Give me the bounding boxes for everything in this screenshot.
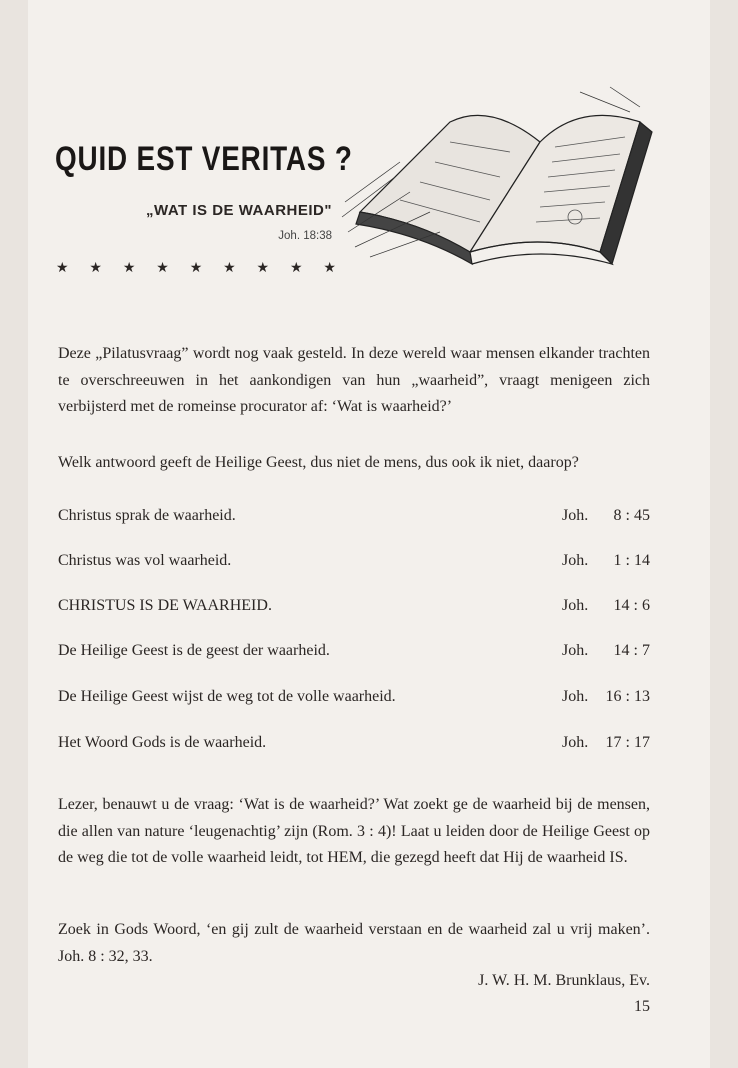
verse-text: Christus was vol waarheid. xyxy=(58,552,232,569)
closing-paragraph: Zoek in Gods Woord, ‘en gij zult de waarheid verstaan en de waarheid zal u vrij maken’. Joh. 8 : 32, 33. xyxy=(58,921,650,965)
star-icon: ★ xyxy=(122,261,136,276)
verse-row xyxy=(58,597,650,615)
star-icon: ★ xyxy=(89,261,102,276)
verse-book: Joh. xyxy=(562,734,589,751)
reader-paragraph: Lezer, benauwt u de vraag: ‘Wat is de waarheid?’ Wat zoekt ge de waarheid bij de mensen, die allen van nature ‘leugenachtig’ zijn (Rom. 3 : 4)! Laat u leiden door de Heilige Geest op de weg die tot de volle waarheid leidt, tot HEM, die gezegd heeft dat Hij de waarheid IS. xyxy=(58,796,650,866)
verse-text: Het Woord Gods is de waarheid. xyxy=(58,734,267,751)
verse-row xyxy=(58,642,650,660)
open-bible-illustration xyxy=(340,82,660,282)
subtitle: „WAT IS DE WAARHEID" xyxy=(145,202,332,219)
star-divider xyxy=(56,260,336,277)
star-icon: ★ xyxy=(256,261,270,276)
verse-ref: 8 : 45 xyxy=(613,507,650,524)
verse-text: Christus sprak de waarheid. xyxy=(58,507,236,524)
star-icon: ★ xyxy=(189,261,203,276)
verse-row xyxy=(58,507,650,525)
star-icon: ★ xyxy=(223,261,236,276)
verse-row xyxy=(58,734,650,752)
verse-text: CHRISTUS IS DE WAARHEID. xyxy=(58,597,272,614)
verse-book: Joh. xyxy=(562,688,589,705)
question-paragraph: Welk antwoord geeft de Heilige Geest, dus niet de mens, dus ook ik niet, daarop? xyxy=(58,454,579,471)
verse-ref: 14 : 6 xyxy=(613,597,650,614)
verse-text: De Heilige Geest is de geest der waarheid. xyxy=(58,642,330,659)
verse-row xyxy=(58,552,650,570)
verse-text: De Heilige Geest wijst de weg tot de volle waarheid. xyxy=(58,688,396,705)
page-title: QUID EST VERITAS ? xyxy=(55,140,353,178)
verse-ref: 17 : 17 xyxy=(605,734,650,751)
star-icon: ★ xyxy=(56,261,69,276)
author-signature: J. W. H. M. Brunklaus, Ev. xyxy=(478,972,650,989)
verse-ref: 1 : 14 xyxy=(613,552,650,569)
verse-book: Joh. xyxy=(562,597,589,614)
verse-ref: 16 : 13 xyxy=(605,688,650,705)
page-number: 15 xyxy=(634,998,650,1015)
star-icon: ★ xyxy=(289,261,303,276)
intro-paragraph: Deze „Pilatusvraag” wordt nog vaak gesteld. In deze wereld waar mensen elkander trachten te overschreeuwen in het aankondigen van hun „waarheid”, vraagt menigeen zich verbijsterd met de romeinse procurator af: ‘Wat is waarheid?’ xyxy=(58,345,650,415)
title-reference: Joh. 18:38 xyxy=(278,230,332,242)
verse-book: Joh. xyxy=(562,507,589,524)
star-icon: ★ xyxy=(323,261,336,276)
verse-book: Joh. xyxy=(562,552,589,569)
verse-book: Joh. xyxy=(562,642,589,659)
verse-ref: 14 : 7 xyxy=(613,642,650,659)
star-icon: ★ xyxy=(156,261,169,276)
verse-row xyxy=(58,688,650,706)
